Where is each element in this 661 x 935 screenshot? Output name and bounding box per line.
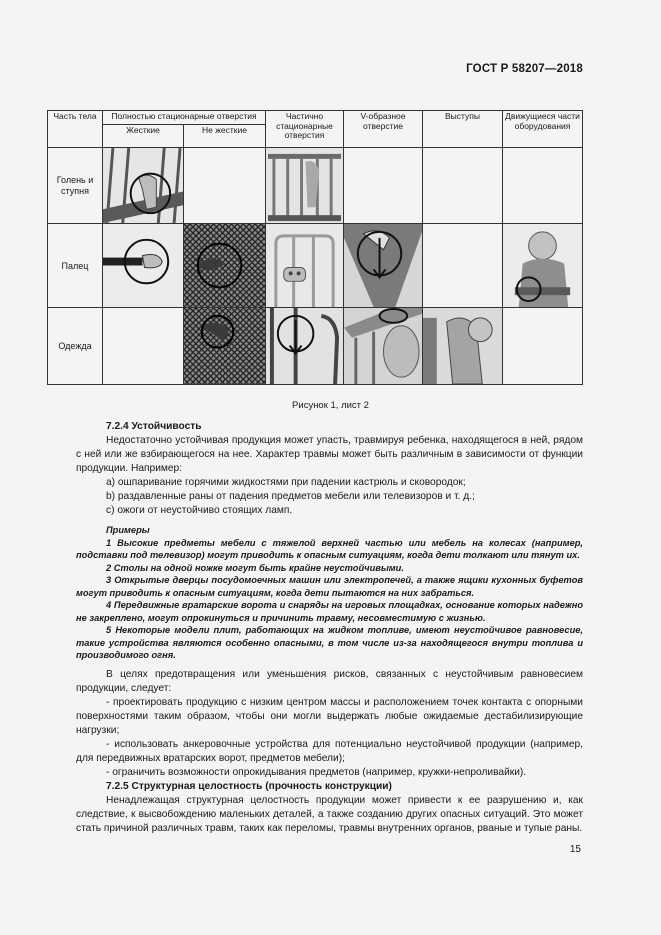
example-item: 1 Высокие предметы мебели с тяжелой верхней частью или мебель на колесах (например, подставки под телевизор) могут приводить к опасным ситуациям, когда дети толкают или тянут их. — [76, 537, 583, 560]
illustration-finger-partial — [266, 224, 344, 308]
section-heading-stability: 7.2.4 Устойчивость — [106, 421, 202, 432]
illustration-clothing-protrusions — [423, 308, 503, 385]
section-heading-integrity: 7.2.5 Структурная целостность (прочность конструкции) — [106, 780, 392, 792]
header-partial: Частично стационарные отверстия — [266, 111, 344, 148]
row-label-clothing: Одежда — [48, 308, 103, 385]
list-item: a) ошпаривание горячими жидкостями при падении кастрюль и сковородок; — [106, 477, 466, 488]
empty-cell — [423, 224, 503, 308]
empty-cell — [103, 308, 184, 385]
page-number: 15 — [569, 844, 581, 855]
illustration-clothing-non-rigid — [184, 308, 266, 385]
row-label-shin: Голень и ступня — [48, 148, 103, 224]
illustration-finger-moving — [503, 224, 583, 308]
illustration-clothing-v-shaped — [344, 308, 423, 385]
example-item: 4 Передвижные вратарские ворота и снаряды на игровых площадках, основание которых надежно не закреплено, могут опрокинуться и причинить травму, несовместимую с жизнью. — [76, 600, 583, 623]
examples-title: Примеры — [106, 525, 150, 535]
paragraph: Ненадлежащая структурная целостность продукции может привести к ее разрушению и, как следствие, к высвобождению маленьких деталей, а также созданию других опасных ситуаций. Это может стать причиной различных травм, таких как переломы, травмы внутренних органов, рваные и тупые раны. — [76, 794, 583, 834]
body-text — [76, 420, 583, 836]
illustration-finger-non-rigid — [184, 224, 266, 308]
list-item: c) ожоги от неустойчиво стоящих ламп. — [106, 505, 293, 516]
list-item: - использовать анкеровочные устройства для потенциально неустойчивой продукции (например, для передвижных вратарских ворот, предметов мебели); — [76, 738, 583, 764]
header-body-part: Часть тела — [48, 111, 103, 148]
figure-caption: Рисунок 1, лист 2 — [292, 400, 369, 411]
page-header: ГОСТ Р 58207—2018 — [466, 63, 583, 75]
empty-cell — [344, 148, 423, 224]
list-item: b) раздавленные раны от падения предметов мебели или телевизоров и т. д.; — [106, 491, 475, 502]
header-moving: Движущиеся части оборудования — [503, 111, 583, 148]
example-item: 3 Открытые дверцы посудомоечных машин или электропечей, а также ящики кухонных буфетов могут приводить к опасным ситуациям, когда дети пытаются на них забраться. — [76, 575, 583, 598]
header-v-shaped: V-образное отверстие — [344, 111, 423, 148]
list-item: - проектировать продукцию с низким центром массы и расположением точек контакта с опорными поверхностями таким образом, чтобы они могли выдержать любые ожидаемые дестабилизирующие нагрузки; — [76, 696, 583, 736]
illustration-finger-v-shaped — [344, 224, 423, 308]
header-non-rigid: Не жесткие — [184, 125, 266, 148]
empty-cell — [503, 308, 583, 385]
example-item: 2 Столы на одной ножке могут быть крайне неустойчивыми. — [106, 562, 404, 573]
header-stationary: Полностью стационарные отверстия — [103, 111, 266, 125]
list-item: - ограничить возможности опрокидывания предметов (например, кружки-непроливайки). — [106, 766, 527, 778]
empty-cell — [184, 148, 266, 224]
example-item: 5 Некоторые модели плит, работающих на жидком топливе, имеют неустойчивое равновесие, такие устройства являются особенно опасными, в том числе из-за находящегося внутри топлива и производимого огня. — [76, 625, 583, 660]
header-protrusions: Выступы — [423, 111, 503, 148]
illustration-shin-rigid — [103, 148, 184, 224]
row-label-finger: Палец — [48, 224, 103, 308]
paragraph: Недостаточно устойчивая продукция может упасть, травмируя ребенка, находящегося в ней, рядом с ней или же взбирающегося на нее. Характер травмы может быть различным в зависимости от функции продукции. Например: — [76, 435, 583, 474]
empty-cell — [423, 148, 503, 224]
paragraph: В целях предотвращения или уменьшения рисков, связанных с неустойчивым равновесием продукции, следует: — [76, 668, 583, 694]
illustration-clothing-partial — [266, 308, 344, 385]
illustration-finger-rigid — [103, 224, 184, 308]
figure-table — [47, 110, 583, 385]
empty-cell — [503, 148, 583, 224]
illustration-shin-partial — [266, 148, 344, 224]
header-rigid: Жесткие — [103, 125, 184, 148]
